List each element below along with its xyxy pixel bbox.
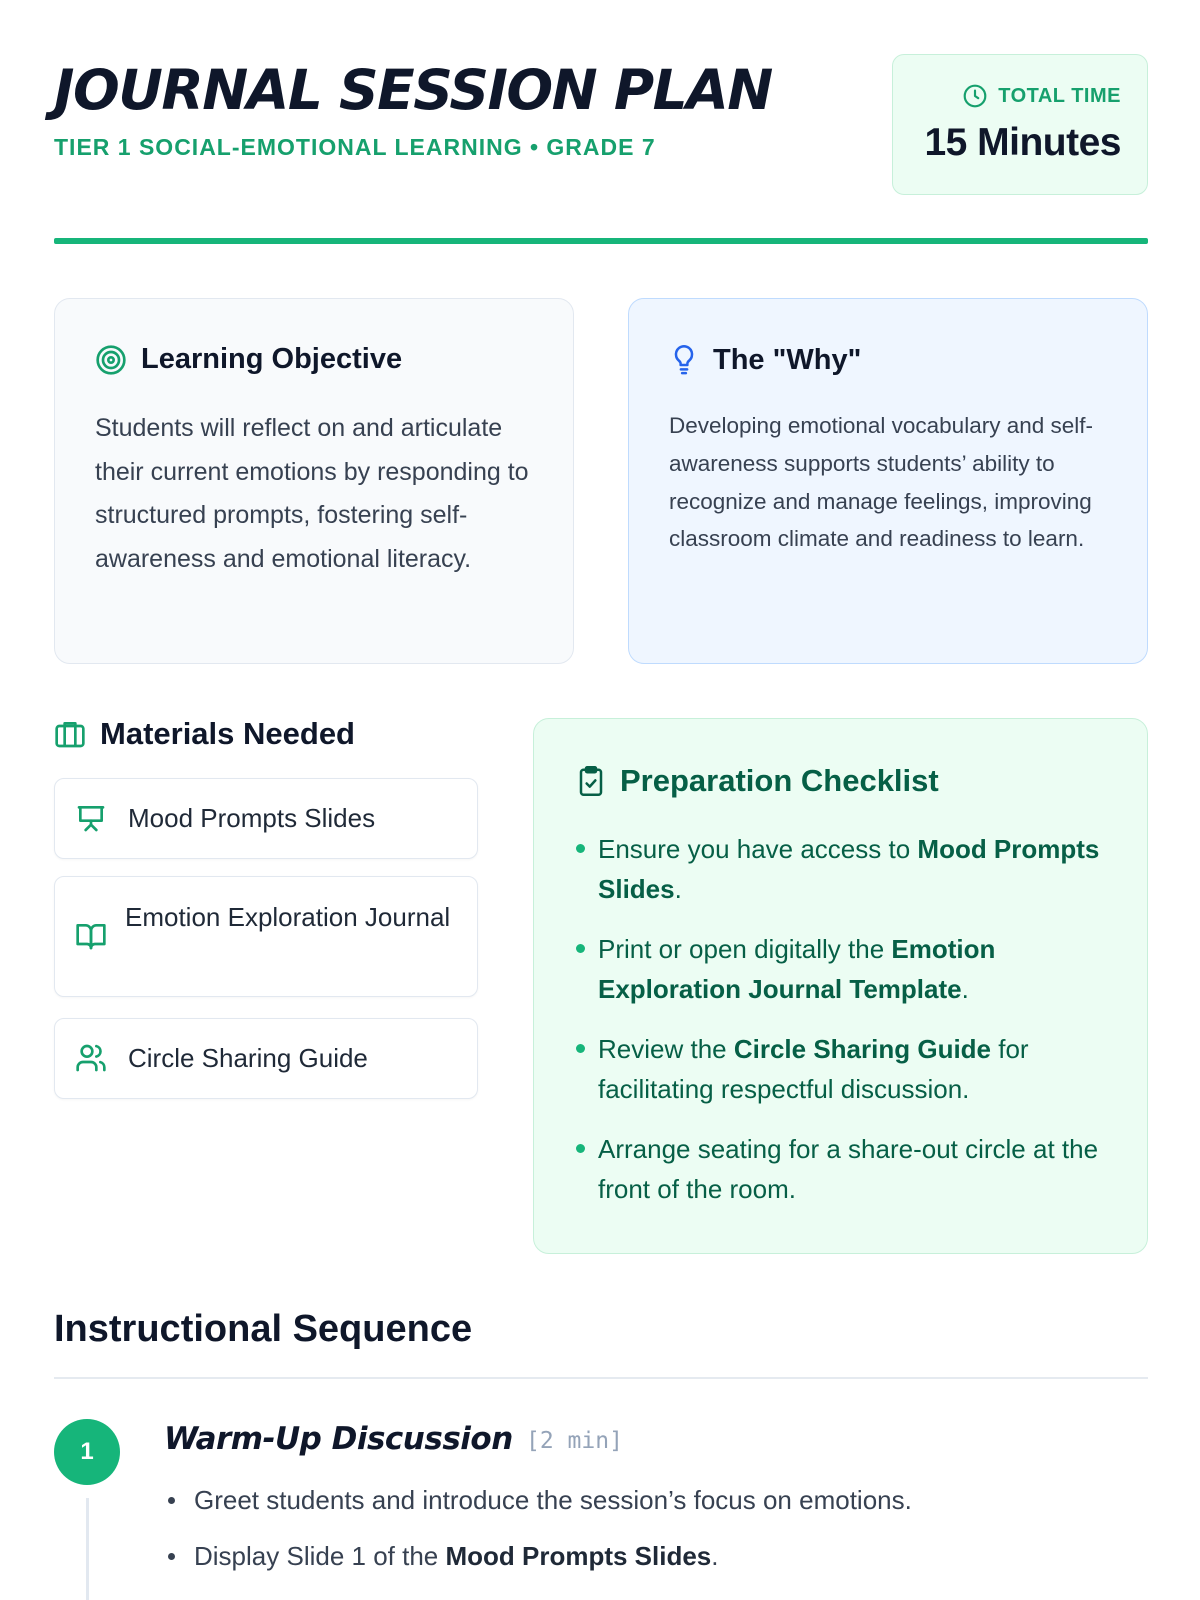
materials-header (54, 716, 480, 752)
learning-objective-card (54, 298, 574, 664)
total-time-card (892, 54, 1148, 195)
section-divider (54, 1377, 1148, 1379)
step-instruction-item (164, 1480, 1124, 1520)
checklist-text: Ensure you have access to (598, 834, 918, 864)
checklist-text-bold: Emotion Exploration Journal Template (598, 934, 996, 1004)
bullet (168, 1497, 175, 1504)
why-body (669, 407, 1115, 558)
lesson-plan-page (54, 0, 1148, 1600)
preparation-checklist-header (576, 763, 939, 799)
bullet (576, 844, 585, 853)
page-subtitle: TIER 1 SOCIAL-EMOTIONAL LEARNING • GRADE 7 (54, 134, 656, 160)
lightbulb-icon (669, 343, 699, 377)
checklist-item (576, 1129, 1116, 1209)
checklist-item (576, 929, 1116, 1009)
why-card (628, 298, 1148, 664)
checklist-text: Review the (598, 1034, 734, 1064)
learning-objective-body (95, 407, 541, 581)
why-title: The "Why" (713, 343, 862, 376)
clipboard-check-icon (576, 764, 606, 798)
checklist-text-end: . (674, 874, 682, 904)
step-instruction-text-end: . (711, 1541, 719, 1571)
material-item (54, 876, 478, 997)
page-title: JOURNAL SESSION PLAN (54, 58, 772, 122)
step-number-badge: 1 (54, 1419, 120, 1485)
materials-title: Materials Needed (100, 716, 355, 751)
step-instruction-text: Display Slide 1 of the (194, 1541, 446, 1571)
step-instruction-item (164, 1536, 1124, 1576)
step-connector-line (86, 1498, 89, 1600)
preparation-checklist-card (533, 718, 1148, 1254)
total-time-label: TOTAL TIME (998, 84, 1121, 107)
bullet (576, 944, 585, 953)
bullet (168, 1553, 175, 1560)
book-open-icon (75, 920, 107, 952)
checklist-text-bold: Mood Prompts Slides (598, 834, 1100, 904)
learning-objective-title: Learning Objective (141, 343, 403, 375)
header (54, 52, 1148, 202)
checklist-text-bold: Circle Sharing Guide (733, 1034, 992, 1064)
briefcase-icon (54, 719, 86, 749)
material-item (54, 1018, 478, 1099)
preparation-checklist-title: Preparation Checklist (620, 763, 939, 798)
instructional-sequence-title: Instructional Sequence (54, 1308, 473, 1350)
header-divider (54, 238, 1148, 244)
step-duration: [2 min] (526, 1428, 623, 1454)
why-text: Developing emotional vocabulary and self-awareness supports students’ ability to recognize and manage feelings, improving classroom climate and readiness to learn. (669, 413, 1093, 552)
material-label: Circle Sharing Guide (128, 1043, 368, 1073)
checklist-item (576, 1029, 1116, 1109)
bullet (576, 1144, 585, 1153)
why-header (669, 343, 861, 377)
learning-objective-text: Students will reflect on and articulate their current emotions by responding to structured prompts, fostering self-awareness and emotional literacy. (95, 414, 529, 573)
total-time-value: 15 Minutes (924, 121, 1121, 164)
checklist-text: Print or open digitally the (598, 934, 892, 964)
step-instruction-text-bold: Mood Prompts Slides (445, 1541, 712, 1571)
checklist-text: Arrange seating for a share-out circle at the front of the room. (598, 1134, 1099, 1204)
step-instruction-text: Greet students and introduce the session’s focus on emotions. (194, 1485, 912, 1515)
material-item (54, 778, 478, 859)
checklist-item (576, 829, 1116, 909)
material-label: Emotion Exploration Journal (125, 902, 451, 932)
material-label: Mood Prompts Slides (128, 803, 376, 833)
bullet (576, 1044, 585, 1053)
target-icon (95, 344, 127, 376)
materials-section (54, 716, 480, 1073)
checklist-text-end: for facilitating respectful discussion. (598, 1034, 1029, 1104)
step-title: Warm-Up Discussion (164, 1421, 513, 1457)
users-icon (75, 1042, 107, 1074)
preparation-checklist (576, 829, 1116, 1229)
step-instructions (164, 1480, 1124, 1592)
presentation-icon (75, 802, 107, 834)
learning-objective-header (95, 343, 402, 376)
checklist-text-end: . (961, 974, 969, 1004)
clock-icon (962, 83, 988, 109)
total-time-label-row (962, 83, 1121, 109)
